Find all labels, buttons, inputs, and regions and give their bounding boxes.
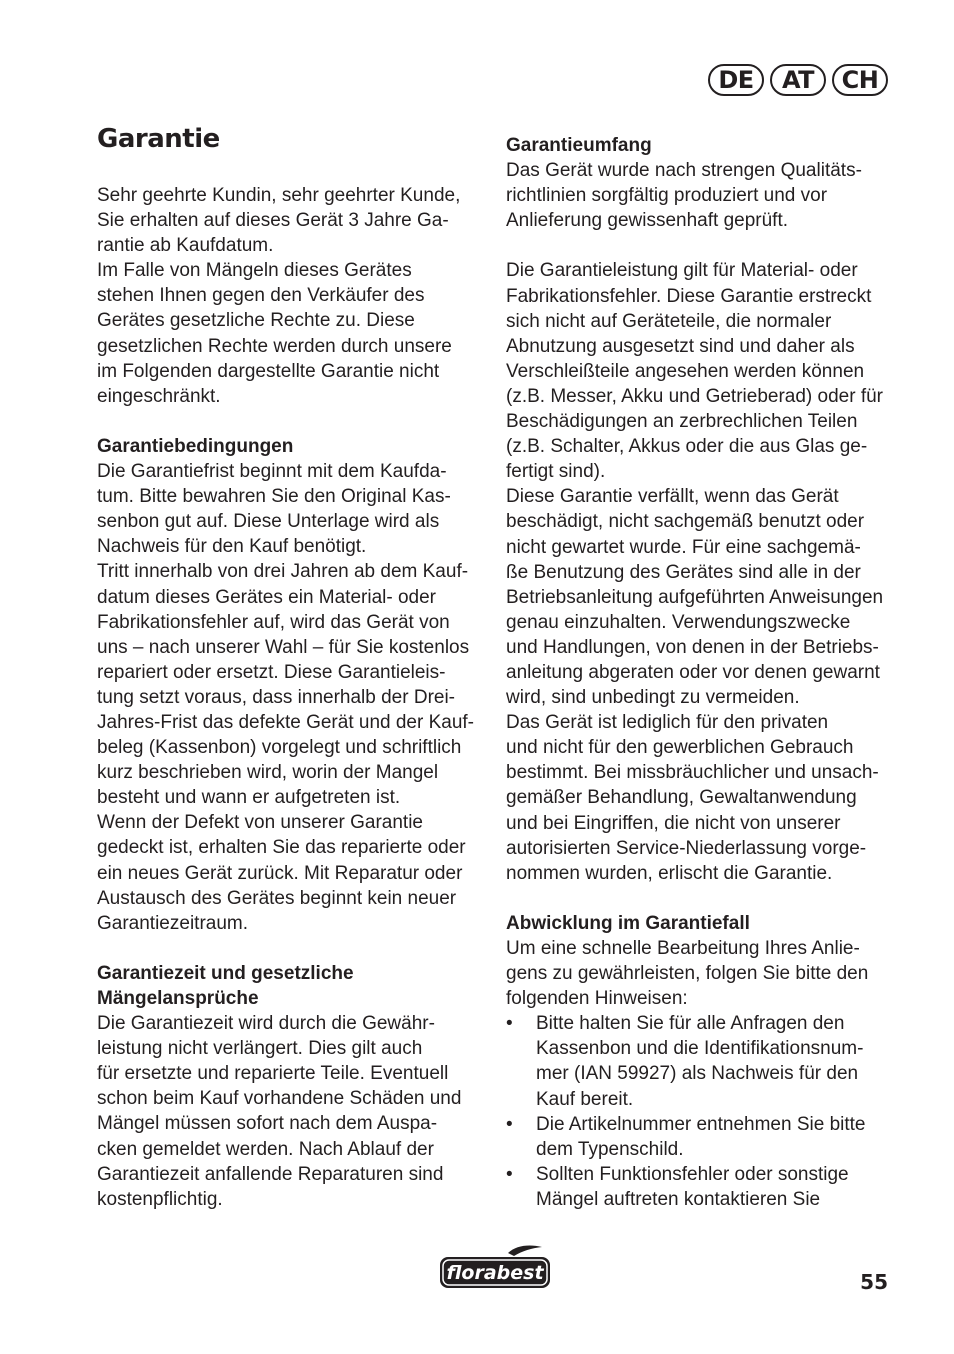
section-heading-period: Garantiezeit und gesetzliche (97, 962, 354, 984)
logo-text: florabest (446, 1262, 544, 1284)
text-line: datum dieses Gerätes ein Material- oder (97, 586, 436, 608)
section-heading-period: Mängelansprüche (97, 988, 259, 1009)
text-line: Austausch des Gerätes beginnt kein neuer (97, 887, 457, 909)
text-line: Mängel auftreten kontaktieren Sie (536, 1188, 821, 1210)
scope-details-paragraph (506, 258, 890, 885)
text-line: beschädigt, nicht sachgemäß benutzt oder (506, 511, 865, 533)
text-line: senbon gut auf. Diese Unterlage wird als (97, 511, 440, 533)
text-line: rantie ab Kaufdatum. (97, 235, 274, 257)
text-line: Sehr geehrte Kundin, sehr geehrter Kunde, (97, 185, 461, 206)
text-line: Mängel müssen sofort nach dem Auspa- (97, 1113, 438, 1135)
list-item (506, 1011, 890, 1111)
text-line: ße Benutzung des Gerätes sind alle in der (506, 561, 861, 583)
text-line: uns – nach unserer Wahl – für Sie kostenlos (97, 636, 470, 658)
country-badges (708, 64, 888, 96)
text-line: und nicht für den gewerblichen Gebrauch (506, 737, 854, 759)
country-badge: AT (770, 64, 826, 96)
text-line: Kassenbon und die Identifikationsnum- (536, 1038, 864, 1060)
text-line: kurz beschrieben wird, worin der Mangel (97, 762, 439, 784)
text-line: schon beim Kauf vorhandene Schäden und (97, 1088, 462, 1110)
intro-paragraph (97, 183, 481, 409)
text-line: nicht gewartet wurde. Für eine sachgemä- (506, 536, 861, 558)
text-line: und Handlungen, von denen in der Betriebs- (506, 636, 879, 658)
text-line: richtlinien sorgfältig produziert und vor (506, 185, 828, 207)
text-line: Die Garantieleistung gilt für Material- oder (506, 260, 858, 282)
text-line: Bitte halten Sie für alle Anfragen den (536, 1013, 845, 1035)
text-line: Beschädigungen an zerbrechlichen Teilen (506, 411, 858, 433)
page-title: Garantie (97, 124, 220, 154)
text-line: beleg (Kassenbon) vorgelegt und schriftlich (97, 737, 462, 759)
text-line: gedeckt ist, erhalten Sie das reparierte oder (97, 837, 466, 859)
text-line: für ersetzte und reparierte Teile. Eventuell (97, 1063, 449, 1085)
section-heading-handling: Abwicklung im Garantiefall (506, 912, 750, 934)
text-line: mer (IAN 59927) als Nachweis für den (536, 1063, 859, 1085)
text-line: Das Gerät ist lediglich für den privaten (506, 712, 829, 734)
text-line: Betriebsanleitung aufgeführten Anweisungen (506, 586, 884, 608)
text-line: wird, sind unbedingt zu vermeiden. (506, 687, 800, 709)
list-item (506, 1112, 890, 1162)
text-line: Kauf bereit. (536, 1088, 634, 1110)
text-line: Nachweis für den Kauf benötigt. (97, 536, 367, 558)
text-line: autorisierten Service-Niederlassung vorge- (506, 837, 867, 859)
leaf-icon (508, 1245, 542, 1256)
list-item (506, 1162, 890, 1212)
text-line: (z.B. Schalter, Akkus oder die aus Glas ge- (506, 436, 868, 458)
text-line: Die Garantiezeit wird durch die Gewähr- (97, 1013, 435, 1035)
text-line: gesetzlichen Rechte werden durch unsere (97, 335, 452, 357)
text-line: Die Garantiefrist beginnt mit dem Kaufda- (97, 461, 447, 483)
text-line: fertigt sind). (506, 461, 606, 483)
country-badge: CH (832, 64, 888, 96)
text-line: cken gemeldet werden. Nach Ablauf der (97, 1138, 434, 1160)
period-paragraph (97, 1011, 481, 1212)
text-line: (z.B. Messer, Akku und Getrieberad) oder für (506, 385, 884, 407)
text-line: Jahres-Frist das defekte Gerät und der Kauf- (97, 711, 475, 733)
text-line: Abnutzung ausgesetzt sind und daher als (506, 335, 855, 357)
text-line: leistung nicht verlängert. Dies gilt auch (97, 1038, 423, 1060)
text-line: und bei Eingriffen, die nicht von unserer (506, 812, 841, 834)
text-line: Diese Garantie verfällt, wenn das Gerät (506, 486, 839, 508)
page-number: 55 (860, 1270, 888, 1294)
text-line: nommen wurden, erlischt die Garantie. (506, 862, 833, 884)
text-line: folgenden Hinweisen: (506, 988, 688, 1010)
text-line: Fabrikationsfehler. Diese Garantie erstreckt (506, 285, 872, 307)
text-line: Fabrikationsfehler auf, wird das Gerät von (97, 611, 450, 633)
text-line: stehen Ihnen gegen den Verkäufer des (97, 285, 425, 307)
text-line: sich nicht auf Geräteteile, die normaler (506, 310, 832, 332)
text-line: dem Typenschild. (536, 1138, 684, 1160)
text-line: Um eine schnelle Bearbeitung Ihres Anlie- (506, 938, 860, 959)
left-column (97, 183, 481, 1212)
text-line: eingeschränkt. (97, 385, 221, 407)
bullet-icon: • (506, 1013, 513, 1035)
handling-paragraph (506, 936, 890, 1011)
text-line: Sollten Funktionsfehler oder sonstige (536, 1163, 849, 1185)
text-line: tum. Bitte bewahren Sie den Original Kas- (97, 486, 451, 508)
text-line: Garantiezeit anfallende Reparaturen sind (97, 1163, 444, 1185)
text-line: Die Artikelnummer entnehmen Sie bitte (536, 1113, 866, 1135)
right-column (506, 133, 890, 1212)
text-line: gemäßer Behandlung, Gewaltanwendung (506, 787, 857, 809)
text-line: tung setzt voraus, dass innerhalb der Drei- (97, 686, 456, 708)
text-line: bestimmt. Bei missbräuchlicher und unsach- (506, 762, 879, 784)
text-line: im Folgenden dargestellte Garantie nicht (97, 360, 440, 382)
text-line: kostenpflichtig. (97, 1188, 223, 1210)
section-heading-scope: Garantieumfang (506, 135, 652, 156)
conditions-paragraph (97, 459, 481, 936)
text-line: Gerätes gesetzliche Rechte zu. Diese (97, 310, 415, 332)
country-badge: DE (708, 64, 764, 96)
text-line: Verschleißteile angesehen werden können (506, 360, 865, 382)
text-line: ein neues Gerät zurück. Mit Reparatur oder (97, 862, 463, 884)
text-line: genau einzuhalten. Verwendungszwecke (506, 611, 851, 633)
text-line: besteht und wann er aufgetreten ist. (97, 787, 401, 809)
text-line: Im Falle von Mängeln dieses Gerätes (97, 260, 412, 282)
bullet-icon: • (506, 1113, 513, 1135)
text-line: Anlieferung gewissenhaft geprüft. (506, 210, 789, 232)
text-line: Sie erhalten auf dieses Gerät 3 Jahre Ga- (97, 210, 449, 232)
scope-paragraph (506, 158, 890, 233)
florabest-logo (438, 1243, 552, 1291)
text-line: gens zu gewährleisten, folgen Sie bitte den (506, 963, 869, 985)
text-line: Garantiezeitraum. (97, 912, 249, 934)
text-line: repariert oder ersetzt. Diese Garantieleis- (97, 661, 446, 683)
text-line: Das Gerät wurde nach strengen Qualitäts- (506, 160, 862, 182)
section-heading-conditions: Garantiebedingungen (97, 435, 294, 457)
text-line: anleitung abgeraten oder vor denen gewarnt (506, 661, 880, 683)
bullet-icon: • (506, 1163, 513, 1185)
text-line: Wenn der Defekt von unserer Garantie (97, 812, 423, 834)
text-line: Tritt innerhalb von drei Jahren ab dem Kauf- (97, 561, 469, 583)
